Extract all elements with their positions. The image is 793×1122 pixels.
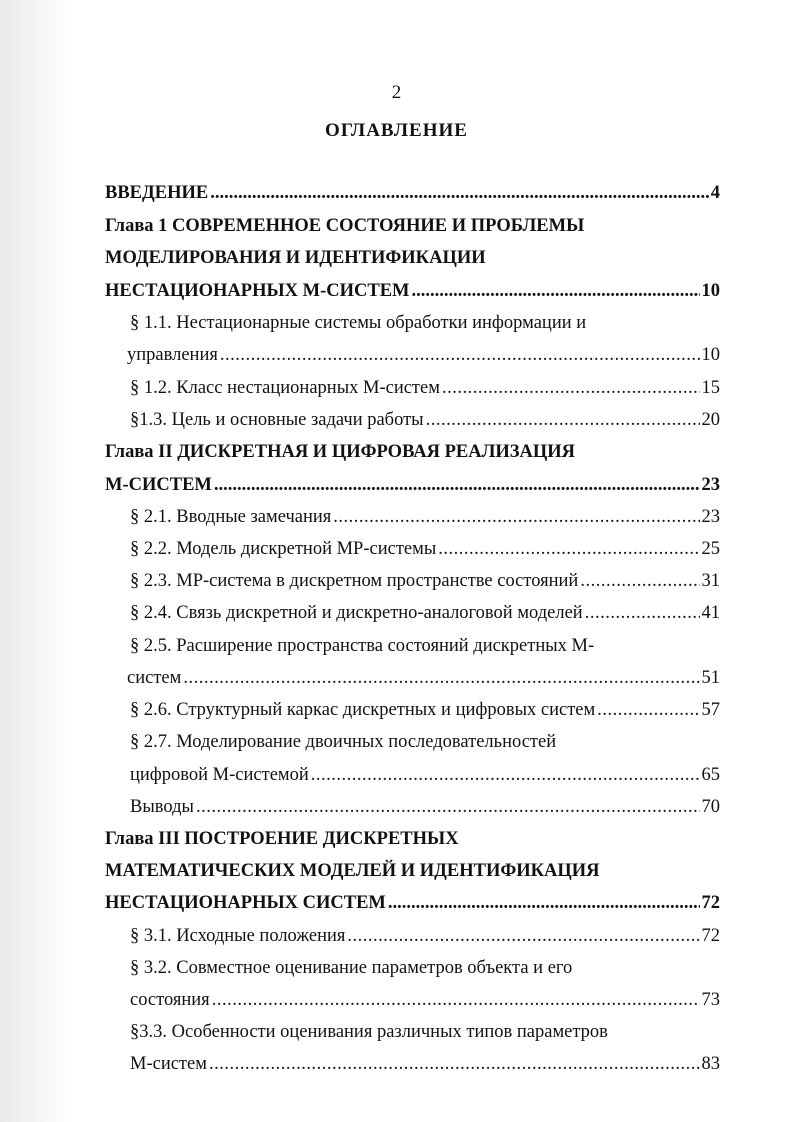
toc-section-3-1	[130, 921, 720, 951]
toc-section-1-2	[130, 373, 720, 403]
toc-section-3-3-line-2	[130, 1049, 720, 1079]
toc-entry-text: М-систем	[130, 1054, 207, 1074]
dot-leader	[412, 276, 700, 306]
toc-section-1-1-line-2	[127, 340, 720, 370]
toc-section-1-3	[130, 405, 720, 435]
toc-chapter-3-line-3	[105, 888, 720, 918]
toc-entry-text: § 2.3. МР-система в дискретном пространстве состояний	[130, 571, 579, 591]
toc-section-2-7-line-2	[130, 760, 720, 790]
toc-chapter-2-line-1: Глава II ДИСКРЕТНАЯ И ЦИФРОВАЯ РЕАЛИЗАЦИЯ	[105, 442, 576, 462]
toc-section-2-6	[130, 695, 720, 725]
toc-section-2-5-line-1: § 2.5. Расширение пространства состояний дискретных М-	[130, 636, 595, 656]
toc-entry-page: 41	[701, 603, 720, 623]
toc-entry-page: 83	[701, 1054, 720, 1074]
toc-chapter-3-line-2: МАТЕМАТИЧЕСКИХ МОДЕЛЕЙ И ИДЕНТИФИКАЦИЯ	[105, 861, 600, 881]
toc-entry-page: 25	[701, 539, 720, 559]
toc-section-2-5-line-2	[127, 663, 720, 693]
toc-entry-page: 31	[701, 571, 720, 591]
dot-leader	[585, 598, 700, 628]
toc-entry-text: состояния	[130, 990, 210, 1010]
toc-section-1-1-line-1: § 1.1. Нестационарные системы обработки информации и	[130, 313, 587, 333]
toc-entry-text: цифровой М-системой	[130, 765, 309, 785]
dot-leader	[597, 695, 699, 725]
toc-entry-page: 51	[701, 668, 720, 688]
toc-entry-text: § 2.4. Связь дискретной и дискретно-аналоговой моделей	[130, 603, 583, 623]
toc-entry-text: § 1.2. Класс нестационарных М-систем	[130, 378, 440, 398]
toc-entry-page: 10	[701, 345, 720, 365]
toc-entry-text: НЕСТАЦИОНАРНЫХ М-СИСТЕМ	[105, 281, 410, 301]
toc-entry-page: 57	[701, 700, 720, 720]
toc-chapter-3-line-1: Глава III ПОСТРОЕНИЕ ДИСКРЕТНЫХ	[105, 829, 459, 849]
toc-conclusions	[130, 792, 720, 822]
toc-chapter-2-line-2	[105, 470, 720, 500]
toc-section-2-3	[130, 566, 720, 596]
toc-entry-text: § 3.1. Исходные положения	[130, 926, 346, 946]
dot-leader	[580, 566, 699, 596]
toc-section-3-3-line-1: §3.3. Особенности оценивания различных типов параметров	[130, 1022, 608, 1042]
toc-entry-text: Выводы	[130, 797, 194, 817]
toc-entry-page: 73	[701, 990, 720, 1010]
toc-title: ОГЛАВЛЕНИЕ	[325, 120, 468, 141]
toc-entry-text: § 2.6. Структурный каркас дискретных и цифровых систем	[130, 700, 596, 720]
dot-leader	[214, 470, 700, 500]
toc-entry-introduction	[105, 178, 720, 208]
dot-leader	[210, 178, 709, 208]
dot-leader	[426, 405, 700, 435]
toc-chapter-1-line-3	[105, 276, 720, 306]
toc-entry-page: 72	[701, 893, 720, 913]
toc-entry-page: 72	[701, 926, 720, 946]
toc-section-3-2-line-1: § 3.2. Совместное оценивание параметров объекта и его	[130, 958, 573, 978]
toc-section-2-7-line-1: § 2.7. Моделирование двоичных последовательностей	[130, 732, 557, 752]
toc-section-3-2-line-2	[130, 985, 720, 1015]
page-number: 2	[391, 82, 402, 103]
toc-entry-page: 70	[701, 797, 720, 817]
dot-leader	[388, 888, 700, 918]
dot-leader	[220, 340, 700, 370]
toc-chapter-1-line-1: Глава 1 СОВРЕМЕННОЕ СОСТОЯНИЕ И ПРОБЛЕМЫ	[105, 216, 585, 236]
toc-entry-page: 15	[701, 378, 720, 398]
toc-entry-text: систем	[127, 668, 182, 688]
toc-entry-page: 23	[701, 507, 720, 527]
toc-entry-page: 20	[701, 410, 720, 430]
toc-entry-text: НЕСТАЦИОНАРНЫХ СИСТЕМ	[105, 893, 386, 913]
dot-leader	[438, 534, 699, 564]
toc-section-2-1	[130, 502, 720, 532]
toc-entry-text: §1.3. Цель и основные задачи работы	[130, 410, 424, 430]
toc-entry-text: § 2.1. Вводные замечания	[130, 507, 332, 527]
toc-entry-page: 10	[701, 281, 720, 301]
toc-entry-text: ВВЕДЕНИЕ	[105, 183, 209, 203]
dot-leader	[212, 985, 700, 1015]
toc-entry-page: 4	[710, 183, 720, 203]
dot-leader	[442, 373, 700, 403]
dot-leader	[183, 663, 699, 693]
toc-section-2-2	[130, 534, 720, 564]
dot-leader	[209, 1049, 700, 1079]
scan-edge-shadow	[0, 0, 72, 1122]
toc-chapter-1-line-2: МОДЕЛИРОВАНИЯ И ИДЕНТИФИКАЦИИ	[105, 248, 486, 268]
toc-entry-text: управления	[127, 345, 218, 365]
toc-section-2-4	[130, 598, 720, 628]
toc-entry-text: § 2.2. Модель дискретной МР-системы	[130, 539, 437, 559]
dot-leader	[196, 792, 700, 822]
dot-leader	[333, 502, 699, 532]
toc-entry-page: 65	[701, 765, 720, 785]
toc-entry-page: 23	[701, 475, 720, 495]
dot-leader	[347, 921, 699, 951]
toc-entry-text: М-СИСТЕМ	[105, 475, 212, 495]
dot-leader	[311, 760, 700, 790]
